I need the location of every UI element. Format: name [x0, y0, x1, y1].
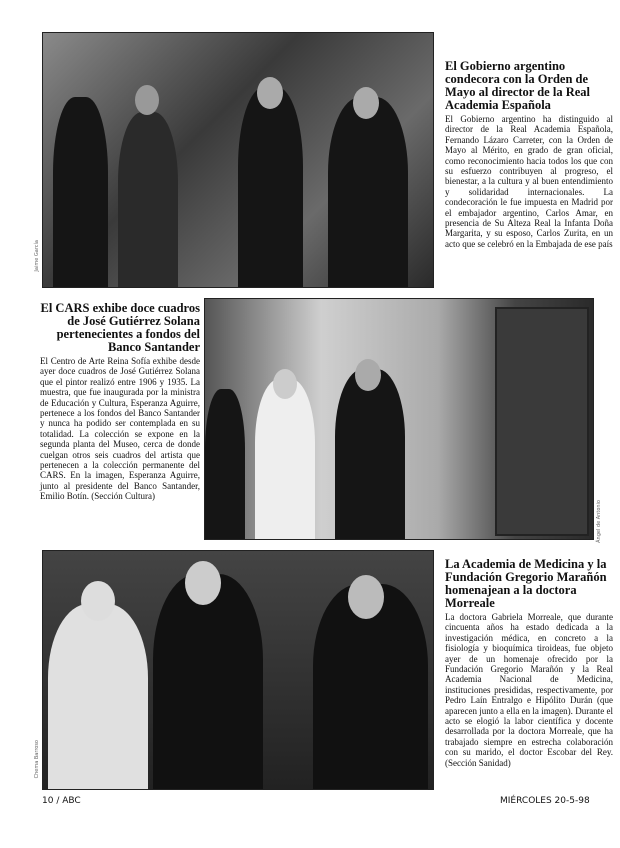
article-morreale [445, 558, 613, 768]
issue-date: MIÉRCOLES 20-5-98 [500, 796, 590, 806]
article-body: El Centro de Arte Reina Sofía exhibe desde ayer doce cuadros de José Gutiérrez Solana que el pintor realizó entre 1906 y 1935. La muestra, que fue inaugurada por la ministra de Educación y Cultura, Esperanza Aguirre, pertenece a los fondos del Banco Santander y nunca ha podido ser contemplada en su totalidad. La colección se expone en la segunda planta del Museo, cerca de donde cuelgan otros seis cuadros del artista que pertenecen a la colección permanente del CARS. En la imagen, Esperanza Aguirre, junto al presidente del Banco Santander, Emilio Botín. (Sección Cultura) [40, 356, 200, 502]
article-body: La doctora Gabriela Morreale, que durante cincuenta años ha estado dedicada a la investigación médica, en concreto a la fisiología y bioquímica tiroideas, fue objeto ayer de un homenaje ofrecido por la Fundación Gregorio Marañón y la Real Academia Nacional de Medicina, instituciones presididas, respectivamente, por Pedro Laín Entralgo e Hipólito Durán (que aparecen junto a ella en la imagen). Durante el acto se elogió la labor científica y docente desarrollada por la doctora Morreale, que ha trabajado siempre en estrecha colaboración con su marido, el doctor Escobar del Rey. (Sección Sanidad) [445, 612, 613, 768]
photo-argentine-award [42, 32, 434, 288]
article-cars [40, 302, 200, 502]
article-argentina [445, 60, 613, 249]
photo-credit: Jaime García [34, 240, 40, 272]
photo-credit: Ángel de Antonio [596, 500, 602, 543]
page-number: 10 / ABC [42, 796, 81, 806]
headline: El Gobierno argentino condecora con la Orden de Mayo al director de la Real Academia Española [445, 59, 590, 112]
photo-credit: Chema Barroso [34, 740, 40, 779]
article-body: El Gobierno argentino ha distinguido al director de la Real Academia Española, Fernando Lázaro Carreter, con la Orden de Mayo al Mérito, en grado de gran oficial, como reconocimiento hacia todos los que con su esfuerzo contribuyen al progreso, el bienestar, a la cultura y al buen entendimiento y solidaridad internacionales. La condecoración le fue impuesta en Madrid por el embajador argentino, Carlos Amar, en presencia de Su Alteza Real la Infanta Doña Margarita, y su esposo, Carlos Zurita, en un acto que se celebró en la Embajada de ese país [445, 114, 613, 249]
photo-morreale-tribute [42, 550, 434, 790]
headline: El CARS exhibe doce cuadros de José Gutiérrez Solana pertenecientes a fondos del Banco Santander [40, 301, 200, 354]
photo-cars-exhibit [204, 298, 594, 540]
headline: La Academia de Medicina y la Fundación Gregorio Marañón homenajean a la doctora Morreale [445, 557, 607, 610]
